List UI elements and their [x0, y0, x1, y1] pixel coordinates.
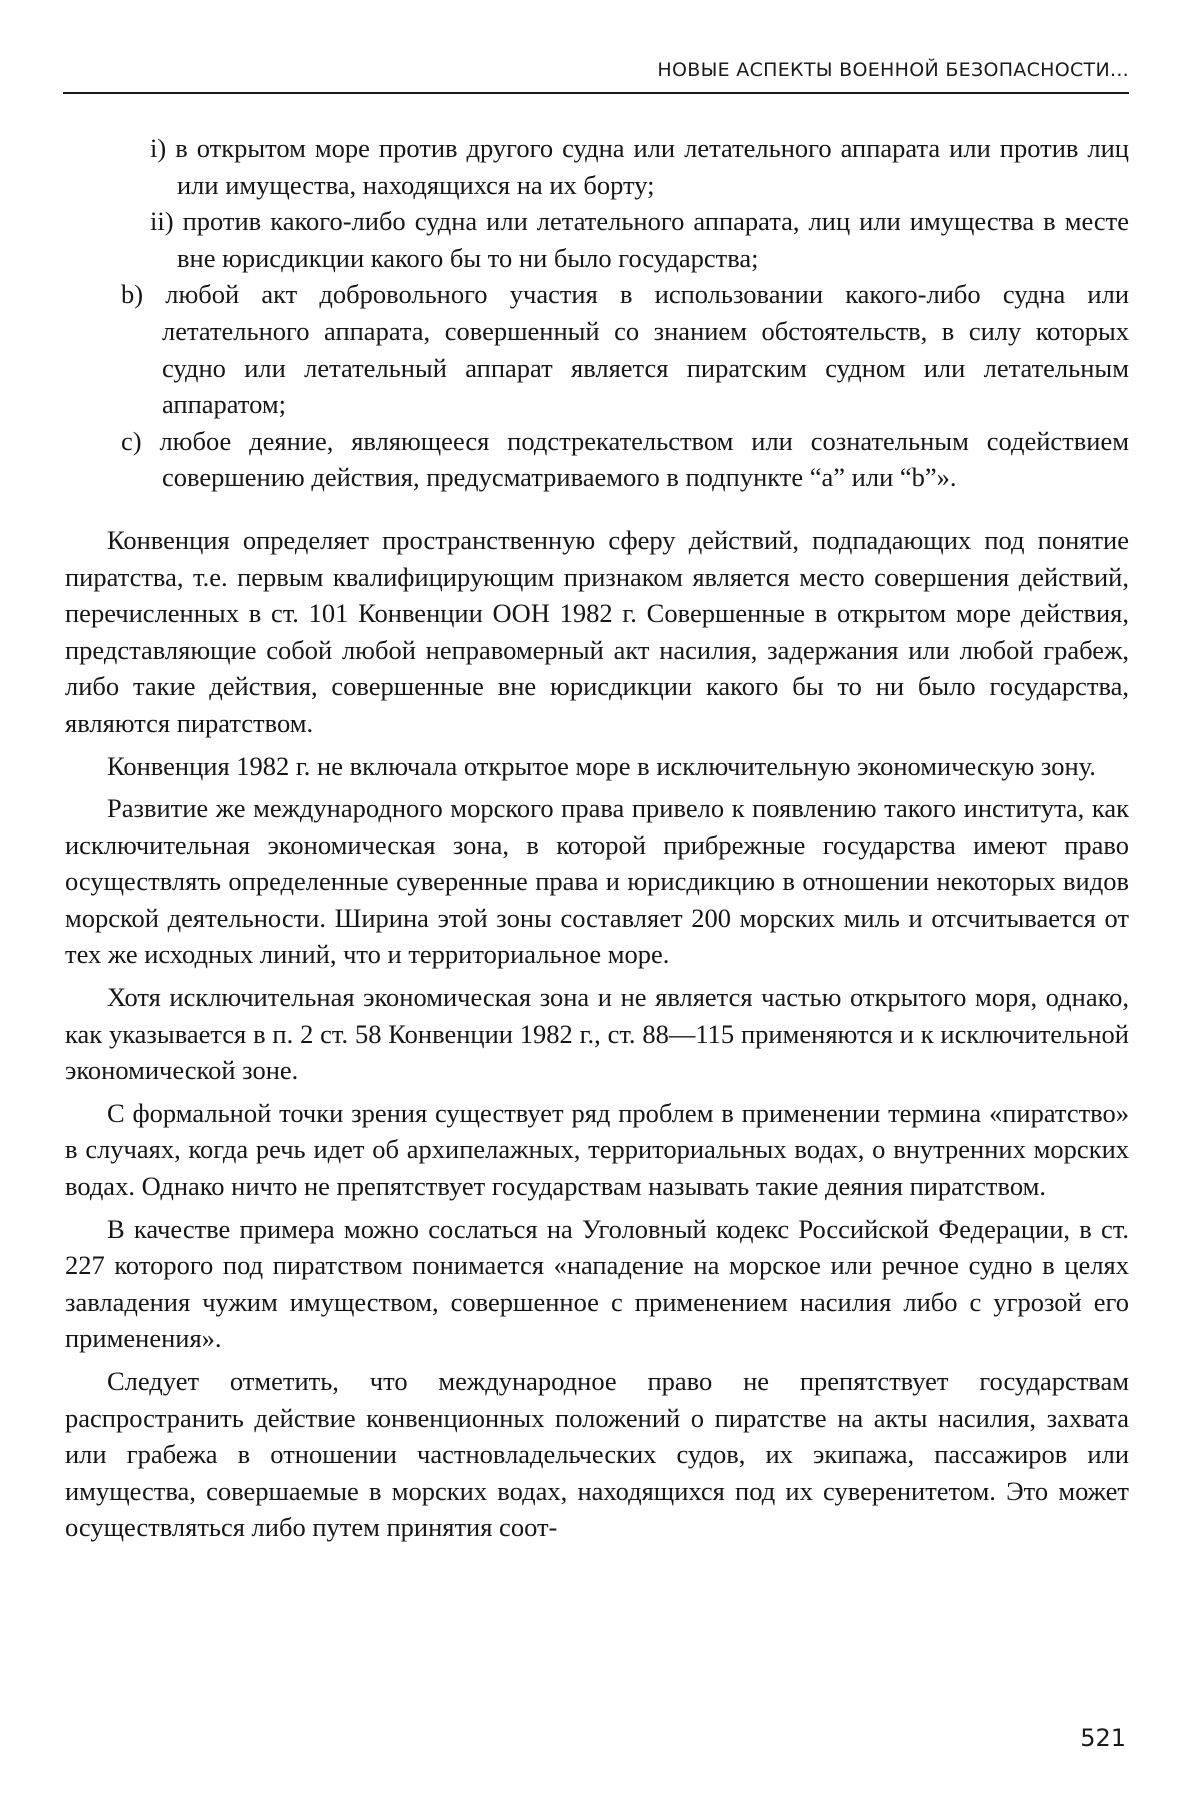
paragraph: Следует отметить, что международное право не препятствует государствам распространить действие конвенционных положений о пиратстве на акты насилия, захвата или грабежа в отношении частновладельческих судов, их экипажа, пассажиров или имущества, совершаемые в морских водах, находящихся под их суверенитетом. Это может осуществляться либо путем принятия соот-	[65, 1366, 1129, 1543]
paragraph: Развитие же международного морского права привело к появлению такого института, как исключительная экономическая зона, в которой прибрежные государства имеют право осуществлять определенные суверенные права и юрисдикцию в отношении некоторых видов морской деятельности. Ширина этой зоны составляет 200 морских миль и отсчитывается от тех же исходных линий, что и территориальное море.	[65, 793, 1129, 970]
page-body	[65, 130, 1129, 1552]
paragraph: С формальной точки зрения существует ряд проблем в применении термина «пиратство» в случаях, когда речь идет об архипелажных, территориальных водах, о внутренних морских водах. Однако ничто не препятствует государствам называть такие деяния пиратством.	[65, 1097, 1129, 1202]
list-item-i: i) в открытом море против другого судна или летательного аппарата или против лиц или имущества, находящихся на их борту;	[150, 133, 1129, 200]
paragraph: В качестве примера можно сослаться на Уголовный кодекс Российской Федерации, в ст. 227 которого под пиратством понимается «нападение на морское или речное судно в целях завладения чужим имуществом, совершенное с применением насилия либо с угрозой его применения».	[65, 1213, 1129, 1354]
list-item-b: b) любой акт добровольного участия в использовании какого-либо судна или летательного аппарата, совершенный со знанием обстоятельств, в силу которых судно или летательный аппарат является пиратским судном или летательным аппаратом;	[121, 279, 1129, 420]
running-header: НОВЫЕ АСПЕКТЫ ВОЕННОЙ БЕЗОПАСНОСТИ...	[63, 48, 1129, 94]
spacer	[65, 496, 1129, 522]
paragraph: Конвенция 1982 г. не включала открытое море в исключительную экономическую зону.	[107, 750, 1096, 781]
paragraph: Конвенция определяет пространственную сферу действий, подпадающих под понятие пиратства, т.е. первым квалифицирующим признаком является место совершения действий, перечисленных в ст. 101 Конвенции ООН 1982 г. Совершенные в открытом море действия, представляющие собой любой неправомерный акт насилия, задержания или любой грабеж, либо такие действия, совершенные вне юрисдикции какого бы то ни было государства, являются пиратством.	[65, 524, 1129, 738]
list-item-ii: ii) против какого-либо судна или летательного аппарата, лиц или имущества в месте вне юрисдикции какого бы то ни было государства;	[150, 206, 1129, 273]
paragraph: Хотя исключительная экономическая зона и не является частью открытого моря, однако, как указывается в п. 2 ст. 58 Конвенции 1982 г., ст. 88—115 применяются и к исключительной экономической зоне.	[65, 982, 1129, 1086]
list-item-c: c) любое деяние, являющееся подстрекательством или сознательным содействием совершению действия, предусматриваемого в подпункте “а” или “b”».	[121, 425, 1129, 493]
page-number: 521	[1080, 1724, 1126, 1752]
